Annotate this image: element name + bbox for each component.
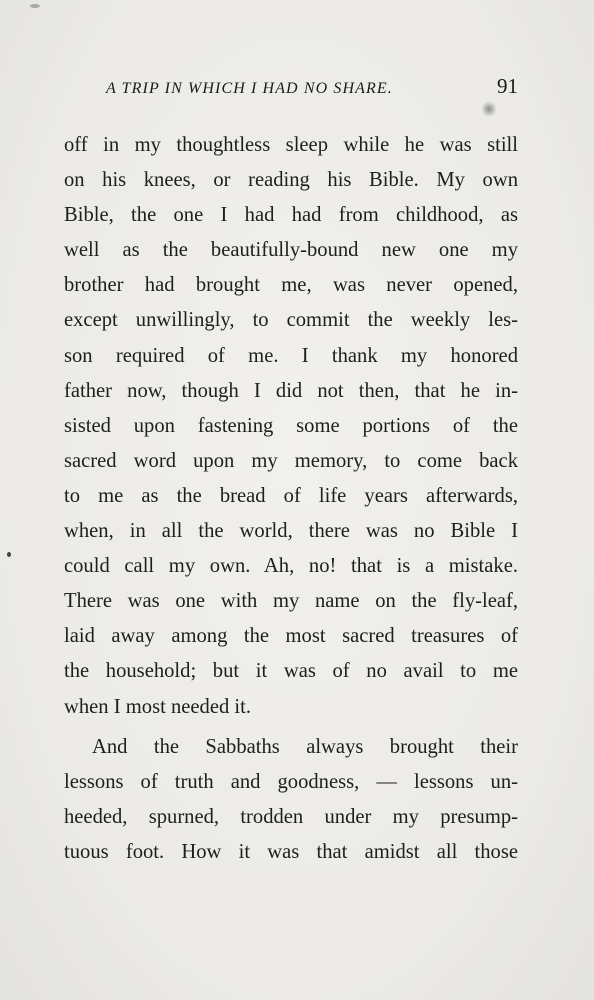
text-line: the household; but it was of no avail to me <box>64 660 518 683</box>
text-line: off in my thoughtless sleep while he was still <box>64 134 518 156</box>
text-line: brother had brought me, was never opened, <box>64 274 518 297</box>
text-line: when I most needed it. <box>64 695 252 718</box>
running-title: A TRIP IN WHICH I HAD NO SHARE. <box>106 80 393 97</box>
text-line: heeded, spurned, trodden under my presump- <box>64 805 518 828</box>
text-line: Bible, the one I had had from childhood, as <box>64 204 518 227</box>
text-line: sacred word upon my memory, to come back <box>64 449 518 472</box>
text-line: laid away among the most sacred treasures of <box>64 625 518 648</box>
text-line: to me as the bread of life years afterwards, <box>64 484 518 507</box>
text-line: on his knees, or reading his Bible. My own <box>64 169 518 192</box>
text-line: well as the beautifully-bound new one my <box>64 239 518 262</box>
page-number: 91 <box>497 74 518 98</box>
text-line: son required of me. I thank my honored <box>64 344 518 367</box>
text-line: could call my own. Ah, no! that is a mistake. <box>64 555 518 578</box>
body-text <box>64 128 518 870</box>
ink-speck <box>7 552 11 557</box>
text-line: And the Sabbaths always brought their <box>92 735 518 758</box>
paragraph <box>64 730 518 870</box>
text-line: tuous foot. How it was that amidst all those <box>64 840 518 863</box>
text-line: There was one with my name on the fly-leaf, <box>64 590 518 613</box>
running-header <box>106 74 518 104</box>
ink-speck <box>30 4 40 8</box>
text-line: sisted upon fastening some portions of the <box>64 414 518 437</box>
text-line: lessons of truth and goodness, — lessons un- <box>64 770 518 793</box>
text-line: except unwillingly, to commit the weekly les- <box>64 309 518 332</box>
text-line: when, in all the world, there was no Bible I <box>64 520 518 543</box>
paragraph <box>64 128 518 725</box>
text-line: father now, though I did not then, that he in- <box>64 379 518 402</box>
